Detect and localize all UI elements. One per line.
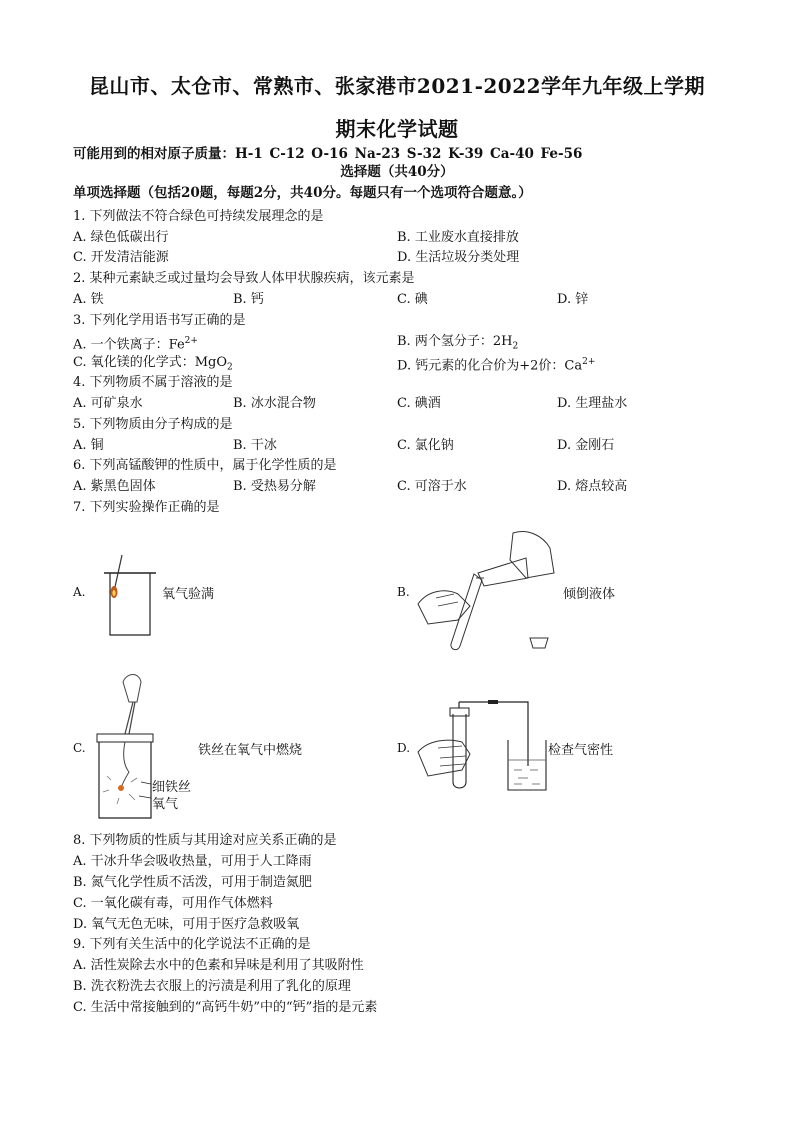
question-3-stem: 3. 下列化学用语书写正确的是 [73, 313, 246, 328]
q9-option-a: A. 活性炭除去水中的色素和异味是利用了其吸附性 [73, 958, 364, 973]
q2-option-d: D. 锌 [557, 292, 589, 307]
question-1-stem: 1. 下列做法不符合绿色可持续发展理念的是 [73, 209, 324, 224]
q7-figure-d-caption: 检查气密性 [548, 743, 614, 758]
q4-option-c: C. 碘酒 [397, 396, 441, 411]
q6-option-c: C. 可溶于水 [397, 479, 467, 494]
exam-title-line1: 昆山市、太仓市、常熟市、张家港市2021-2022学年九年级上学期 [88, 74, 706, 98]
q3-option-a [73, 333, 198, 353]
atomic-masses: 可能用到的相对原子质量：H-1 C-12 O-16 Na-23 S-32 K-39 Ca-40 Fe-56 [73, 146, 583, 162]
q3-option-a-text: A. 一个铁离子：Fe [73, 337, 185, 353]
q7-figure-d-airtightness-diagram [418, 700, 548, 795]
q3-option-b [397, 333, 518, 356]
q8-option-b: B. 氮气化学性质不活泼，可用于制造氮肥 [73, 875, 312, 890]
q7-figure-c-caption: 铁丝在氧气中燃烧 [198, 743, 303, 758]
q1-option-a: A. 绿色低碳出行 [73, 230, 169, 245]
q3-option-c-subscript: 2 [227, 362, 233, 373]
q9-option-c: C. 生活中常接触到的“高钙牛奶”中的“钙”指的是元素 [73, 1000, 378, 1015]
question-7-stem: 7. 下列实验操作正确的是 [73, 500, 220, 515]
q3-option-a-superscript: 2+ [184, 336, 198, 346]
q2-option-b: B. 钙 [233, 292, 264, 307]
q3-option-d [397, 354, 595, 374]
section-title: 选择题（共40分） [340, 164, 454, 180]
q8-option-c: C. 一氧化碳有毒，可用作气体燃料 [73, 896, 273, 911]
q7-figure-a-letter: A. [73, 585, 86, 599]
q5-option-d: D. 金刚石 [557, 438, 615, 453]
q7-figure-d-letter: D. [397, 741, 411, 755]
q5-option-c: C. 氯化钠 [397, 438, 454, 453]
q3-option-b-subscript: 2 [512, 341, 519, 352]
q3-option-b-text: B. 两个氢分子：2H [397, 334, 513, 349]
q7-figure-c-iron-wire-diagram [95, 672, 205, 822]
q8-option-a: A. 干冰升华会吸收热量，可用于人工降雨 [73, 854, 312, 869]
q1-option-b: B. 工业废水直接排放 [397, 230, 519, 245]
q7-figure-b-pouring-diagram [418, 528, 563, 656]
q3-option-c-text: C. 氧化镁的化学式：MgO [73, 355, 228, 370]
q9-option-b: B. 洗衣粉洗去衣服上的污渍是利用了乳化的原理 [73, 979, 351, 994]
q7-figure-c-label-oxygen: 氧气 [152, 797, 179, 812]
q1-option-c: C. 开发清洁能源 [73, 250, 169, 265]
q6-option-b: B. 受热易分解 [233, 479, 316, 494]
q7-figure-b-letter: B. [397, 585, 410, 599]
q8-option-d: D. 氧气无色无味，可用于医疗急救吸氧 [73, 917, 300, 932]
q4-option-a: A. 可矿泉水 [73, 396, 143, 411]
q2-option-c: C. 碘 [397, 292, 428, 307]
q3-option-d-text: D. 钙元素的化合价为+2价：Ca [397, 358, 583, 374]
question-9-stem: 9. 下列有关生活中的化学说法不正确的是 [73, 937, 311, 952]
q7-figure-c-label-iron-wire: 细铁丝 [152, 780, 192, 795]
q4-option-d: D. 生理盐水 [557, 396, 628, 411]
question-2-stem: 2. 某种元素缺乏或过量均会导致人体甲状腺疾病，该元素是 [73, 271, 415, 286]
q5-option-b: B. 干冰 [233, 438, 277, 453]
section-instructions: 单项选择题（包括20题，每题2分，共40分。每题只有一个选项符合题意。） [73, 185, 532, 201]
q6-option-d: D. 熔点较高 [557, 479, 628, 494]
q7-figure-a-bottle-diagram [100, 555, 160, 640]
q6-option-a: A. 紫黑色固体 [73, 479, 156, 494]
exam-title-line2: 期末化学试题 [335, 117, 459, 141]
question-5-stem: 5. 下列物质由分子构成的是 [73, 417, 233, 432]
q3-option-d-superscript: 2+ [582, 357, 596, 367]
q1-option-d: D. 生活垃圾分类处理 [397, 250, 520, 265]
q7-figure-a-caption: 氧气验满 [162, 587, 215, 602]
question-6-stem: 6. 下列高锰酸钾的性质中，属于化学性质的是 [73, 458, 337, 473]
q2-option-a: A. 铁 [73, 292, 104, 307]
q5-option-a: A. 铜 [73, 438, 104, 453]
q4-option-b: B. 冰水混合物 [233, 396, 316, 411]
q7-figure-b-caption: 倾倒液体 [563, 587, 616, 602]
question-4-stem: 4. 下列物质不属于溶液的是 [73, 375, 233, 390]
q7-figure-c-letter: C. [73, 741, 86, 755]
question-8-stem: 8. 下列物质的性质与其用途对应关系正确的是 [73, 833, 337, 848]
